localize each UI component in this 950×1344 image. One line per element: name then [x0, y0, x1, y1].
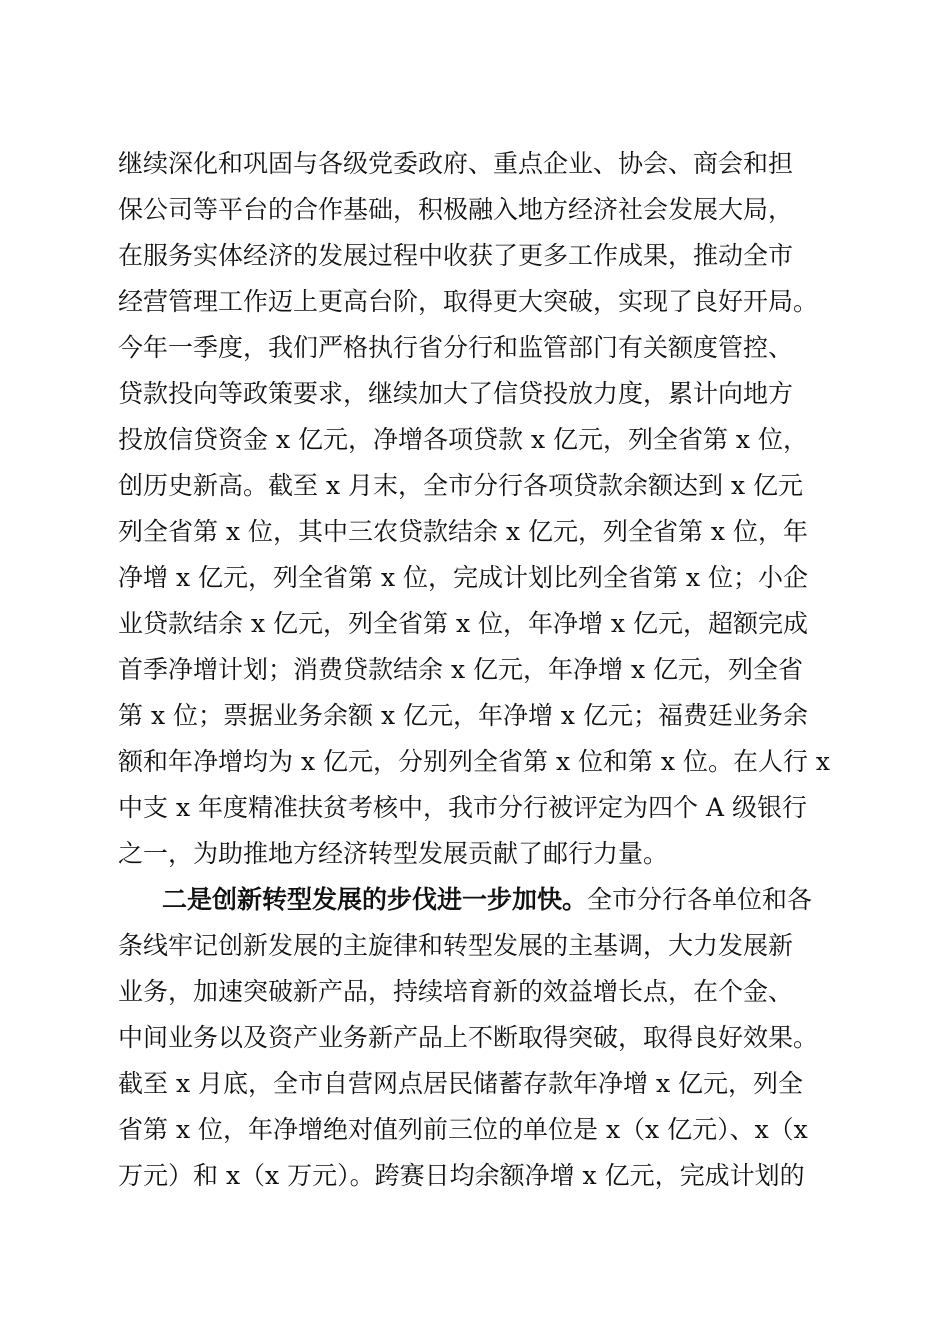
- paragraph-heading: 二是创新转型发展的步伐进一步加快。: [162, 885, 588, 914]
- text-line: 业贷款结余 x 亿元，列全省第 x 位，年净增 x 亿元，超额完成: [118, 609, 808, 638]
- text-line: 经营管理工作迈上更高台阶，取得更大突破，实现了良好开局。: [118, 287, 819, 316]
- text-line: 今年一季度，我们严格执行省分行和监管部门有关额度管控、: [118, 333, 794, 362]
- text-line: 中支 x 年度精准扶贫考核中，我市分行被评定为四个 A 级银行: [118, 793, 807, 822]
- text-line: 创历史新高。截至 x 月末，全市分行各项贷款余额达到 x 亿元: [118, 471, 803, 500]
- body-text: [118, 141, 838, 1199]
- text-line: 中间业务以及资产业务新产品上不断取得突破，取得良好效果。: [118, 1023, 819, 1052]
- text-line: 首季净增计划；消费贷款结余 x 亿元，年净增 x 亿元，列全省: [118, 655, 803, 684]
- text-line: 第 x 位；票据业务余额 x 亿元，年净增 x 亿元；福费廷业务余: [118, 701, 808, 730]
- paragraph-2-lead-text: 全市分行各单位和各: [587, 885, 813, 914]
- paragraph-2-first-line: [118, 877, 838, 923]
- text-line: 投放信贷资金 x 亿元，净增各项贷款 x 亿元，列全省第 x 位，: [118, 425, 808, 454]
- text-line: 额和年净增均为 x 亿元，分别列全省第 x 位和第 x 位。在人行 x: [118, 747, 831, 776]
- text-line: 保公司等平台的合作基础，积极融入地方经济社会发展大局，: [118, 195, 794, 224]
- text-line: 在服务实体经济的发展过程中收获了更多工作成果，推动全市: [118, 241, 794, 270]
- text-line: 贷款投向等政策要求，继续加大了信贷投放力度，累计向地方: [118, 379, 794, 408]
- paragraph-1: [118, 141, 838, 877]
- text-line: 截至 x 月底，全市自营网点居民储蓄存款年净增 x 亿元，列全: [118, 1069, 803, 1098]
- text-line: 之一，为助推地方经济转型发展贡献了邮行力量。: [118, 839, 669, 868]
- text-line: 继续深化和巩固与各级党委政府、重点企业、协会、商会和担: [118, 149, 794, 178]
- text-line: 净增 x 亿元，列全省第 x 位，完成计划比列全省第 x 位；小企: [118, 563, 808, 592]
- text-line: 万元）和 x（x 万元）。跨赛日均余额净增 x 亿元，完成计划的: [118, 1161, 805, 1190]
- text-line: 业务，加速突破新产品，持续培育新的效益增长点，在个金、: [118, 977, 794, 1006]
- paragraph-2: [118, 877, 838, 1199]
- text-line: 省第 x 位，年净增绝对值列前三位的单位是 x（x 亿元）、x（x: [118, 1115, 808, 1144]
- text-line: 条线牢记创新发展的主旋律和转型发展的主基调，大力发展新: [118, 931, 794, 960]
- text-line: 列全省第 x 位，其中三农贷款结余 x 亿元，列全省第 x 位，年: [118, 517, 808, 546]
